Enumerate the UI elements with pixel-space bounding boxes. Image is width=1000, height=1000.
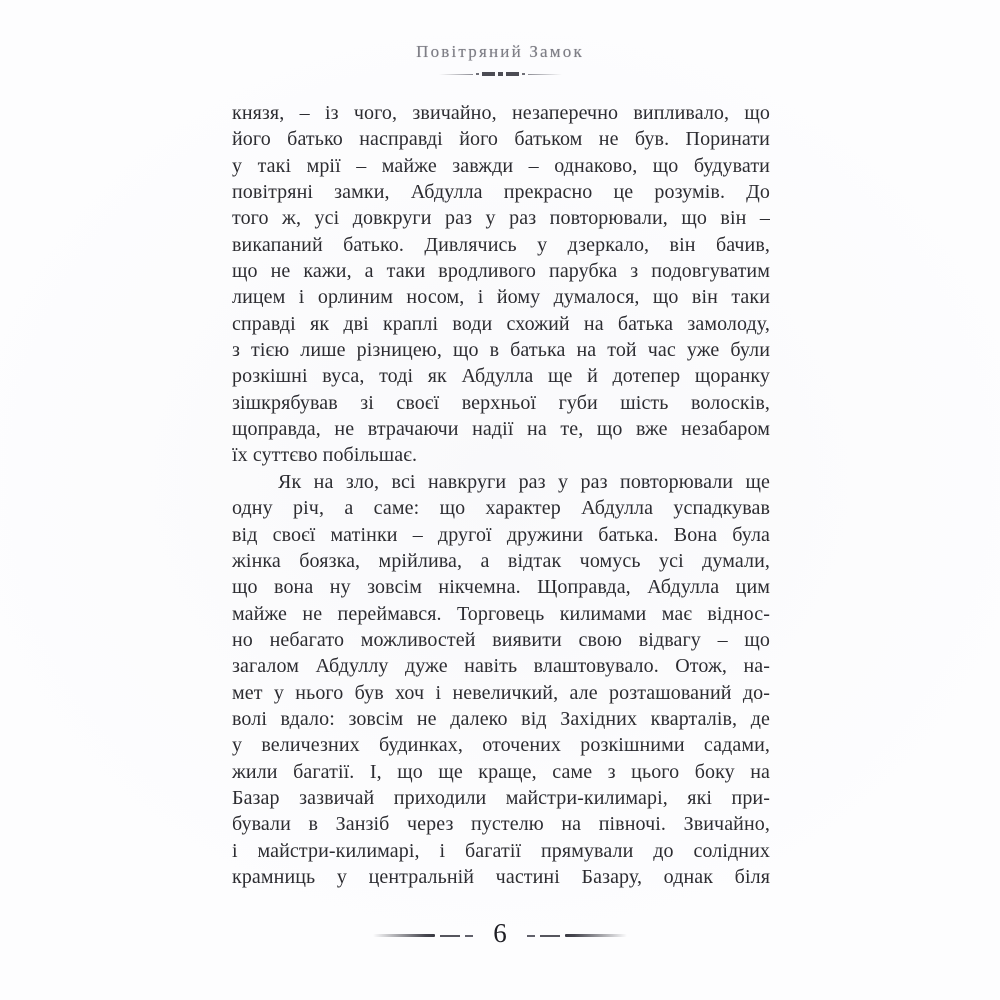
rule-dash [540, 935, 560, 937]
header-ornament-icon [439, 71, 562, 77]
text-line: жили багатії. І, що ще краще, саме з цього боку на [232, 760, 770, 783]
text-line: лицем і орлиним носом, і йому думалося, що він таки [232, 286, 770, 309]
book-title: Повітряний Замок [416, 42, 584, 61]
footer-rule-right-icon [527, 934, 627, 937]
text-line: крамниць у центральній частині Базару, однак біля [232, 865, 770, 888]
ornament-dot [522, 73, 525, 75]
text-line: волі вдало: зовсім не далеко від Західних кварталів, де [232, 707, 770, 730]
text-line: що не кажи, а таки вродливого парубка з подовгуватим [232, 260, 770, 283]
text-line: но небагато можливостей виявити свою відвагу – що [232, 628, 770, 651]
text-line: того ж, усі довкруги раз у раз повторювали, що він – [232, 207, 770, 230]
text-line: князя, – із чого, звичайно, незаперечно випливало, що [232, 102, 770, 124]
text-line: майже не переймався. Торговець килимами має віднос- [232, 602, 770, 625]
text-line: одну річ, а саме: що характер Абдулла успадкував [232, 497, 770, 520]
text-line: справді як дві краплі води схожий на батька замолоду, [232, 312, 770, 335]
rule-taper [565, 934, 627, 937]
text-block [232, 100, 770, 890]
text-line: загалом Абдуллу дуже навіть влаштовувало. Отож, на- [232, 655, 770, 678]
text-line: Як на зло, всі навкруги раз у раз повторювали ще [278, 470, 770, 493]
rule-tick [465, 935, 473, 937]
paragraph [232, 100, 770, 469]
ornament-block [498, 72, 503, 76]
running-header [0, 42, 1000, 77]
ornament-taper-right [528, 74, 562, 75]
text-line: його батько насправді його батьком не був. Поринати [232, 128, 770, 151]
text-line: бували в Занзіб через пустелю на півночі. Звичайно, [232, 813, 770, 836]
ornament-block [506, 72, 519, 76]
rule-tick [527, 935, 535, 937]
text-line: їх суттєво побільшає. [232, 444, 418, 467]
text-line: повітряні замки, Абдулла прекрасно це розумів. До [232, 181, 770, 204]
text-line: жінка боязка, мрійлива, а відтак чомусь усі думали, [232, 549, 770, 572]
ornament-dot [476, 73, 479, 75]
rule-taper [373, 934, 435, 937]
text-line: з тією лише різницею, що в батька на той час уже були [232, 339, 770, 362]
text-line: зішкрябував зі своєї верхньої губи шість волосків, [232, 391, 770, 414]
text-line: у такі мрії – майже завжди – однаково, що будувати [232, 154, 770, 177]
text-line: у величезних будинках, оточених розкішними садами, [232, 734, 770, 757]
text-line: щоправда, не втрачаючи надії на те, що вже незабаром [232, 418, 770, 441]
text-line: і майстри-килимарі, і багатії прямували до солідних [232, 839, 770, 862]
text-line: мет у нього був хоч і невеличкий, але розташований до- [232, 681, 770, 704]
text-line: що вона ну зовсім нікчемна. Щоправда, Абдулла цим [232, 576, 770, 599]
rule-dash [440, 935, 460, 937]
text-line: викапаний батько. Дивлячись у дзеркало, він бачив, [232, 233, 770, 256]
text-line: від своєї матінки – другої дружини батька. Вона була [232, 523, 770, 546]
page-number: 6 [493, 918, 507, 948]
text-line: розкішні вуса, тоді як Абдулла ще й дотепер щоранку [232, 365, 770, 388]
ornament-taper-left [439, 74, 473, 75]
ornament-block [482, 72, 495, 76]
page-footer [0, 918, 1000, 949]
footer-rule-left-icon [373, 934, 473, 937]
text-line: Базар зазвичай приходили майстри-килимарі, які при- [232, 786, 770, 809]
paragraph [232, 469, 770, 891]
